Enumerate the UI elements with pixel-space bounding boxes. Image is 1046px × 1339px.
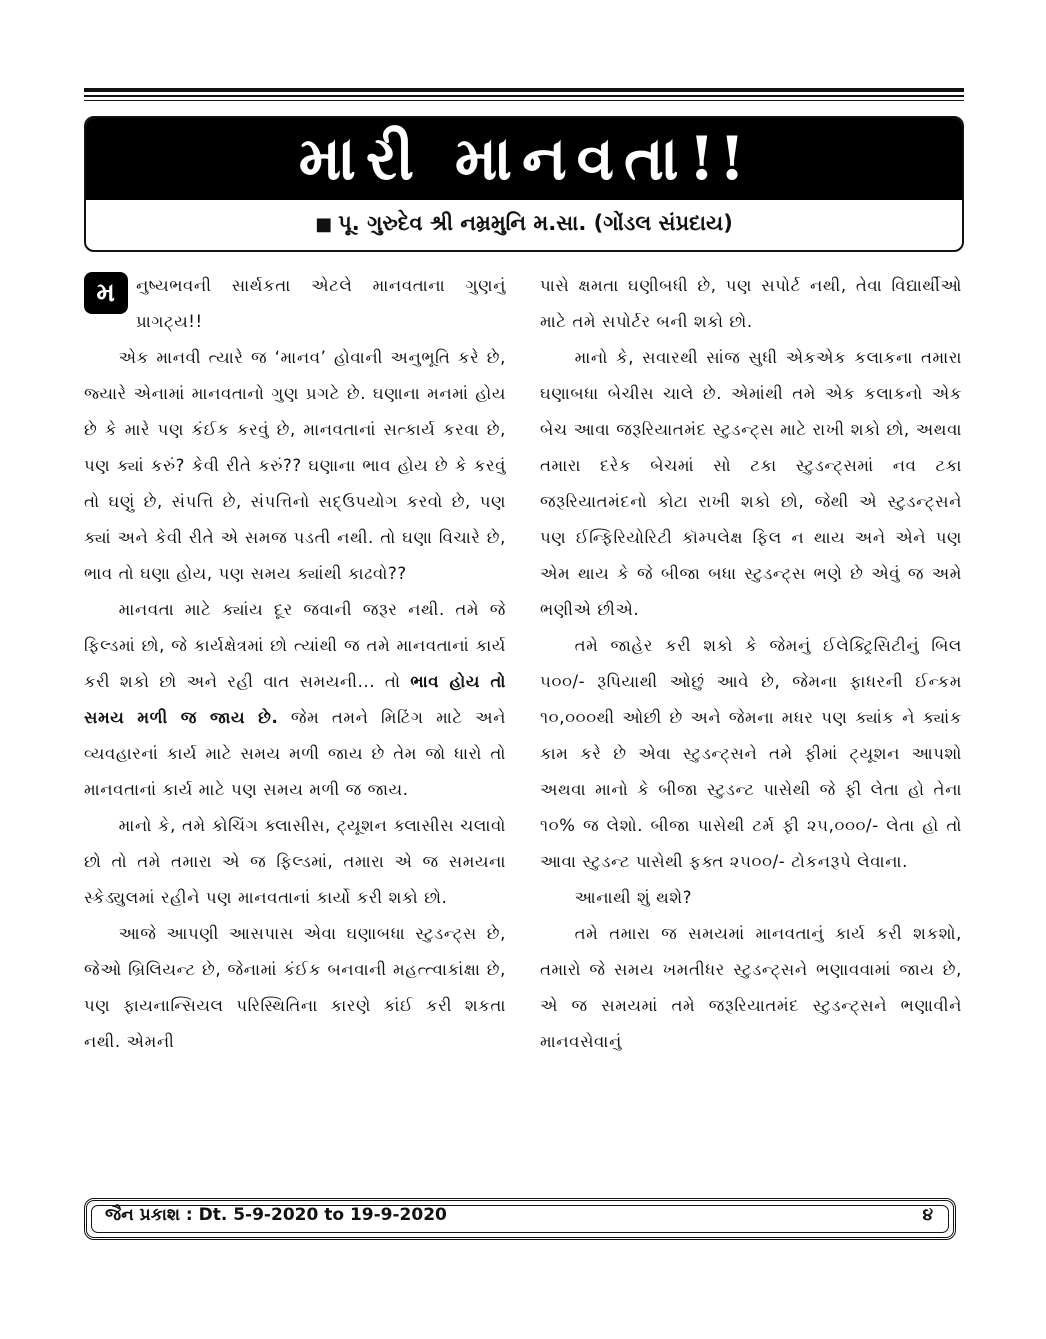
paragraph: માનો કે, સવારથી સાંજ સુધી એકએક કલાકના તમારા ઘણાબધા બેચીસ ચાલે છે. એમાંથી તમે એક કલાકનો એક બેચ આવા જરૂરિયાતમંદ સ્ટુડન્ટ્સ માટે રાખી શકો છો, અથવા તમારા દરેક બેચમાં સો ટકા સ્ટુડન્ટ્સમાં નવ ટકા જરૂરિયાતમંદનો કોટા રાખી શકો છો, જેથી એ સ્ટુડન્ટ્સને પણ ઈન્ફિરિયોરિટી કૉમ્પલેક્ષ ફિલ ન થાય અને એને પણ એમ થાય કે જે બીજા બધા સ્ટુડન્ટ્સ ભણે છે એવું જ અમે ભણીએ છીએ. bbox=[540, 348, 962, 619]
byline bbox=[86, 200, 962, 248]
black-square-icon: ■ bbox=[315, 214, 333, 235]
paragraph: એક માનવી ત્યારે જ ‘માનવ’ હોવાની અનુભૂતિ કરે છે, જ્યારે એનામાં માનવતાનો ગુણ પ્રગટે છે. ઘણાના મનમાં હોય છે કે મારે પણ કંઈક કરવું છે, માનવતાનાં સત્કાર્ય કરવા છે, પણ ક્યાં કરું? કેવી રીતે કરું?? ઘણાના ભાવ હોય છે કે કરવું તો ઘણું છે, સંપત્તિ છે, સંપત્તિનો સદ્ઉપયોગ કરવો છે, પણ ક્યાં અને કેવી રીતે એ સમજ પડતી નથી. તો ઘણા વિચારે છે, ભાવ તો ઘણા હોય, પણ સમય ક્યાંથી કાઢવો?? bbox=[84, 348, 506, 583]
paragraph: તમે તમારા જ સમયમાં માનવતાનું કાર્ય કરી શકશો, તમારો જે સમય ખમતીધર સ્ટુડન્ટ્સને ભણાવવામાં જાય છે, એ જ સમયમાં તમે જરૂરિયાતમંદ સ્ટુડન્ટ્સને ભણાવીને માનવસેવાનું bbox=[540, 924, 962, 1051]
title-band bbox=[86, 118, 962, 200]
drop-cap: મ bbox=[84, 272, 128, 314]
paragraph-text: નુષ્યભવની સાર્થકતા એટલે માનવતાના ગુણનું પ્રાગટ્ય!! bbox=[136, 276, 506, 331]
page-number: ૪ bbox=[922, 1205, 933, 1225]
paragraph-opening bbox=[84, 268, 506, 340]
title-exclamation: !! bbox=[688, 124, 750, 194]
paragraph-text: માનવતા માટે ક્યાંય દૂર જવાની જરૂર નથી. તમે જે ફિલ્ડમાં છો, જે કાર્યક્ષેત્રમાં છો ત્યાંથી જ તમે માનવતાનાં કાર્ય કરી શકો છો અને રહી વાત સમયની... તો bbox=[84, 600, 506, 691]
paragraph: આજે આપણી આસપાસ એવા ઘણાબધા સ્ટુડન્ટ્સ છે, જેઓ બ્રિલિયન્ટ છે, જેનામાં કંઈક બનવાની મહત્ત્વાકાંક્ષા છે, પણ ફાયનાન્સિયલ પરિસ્થિતિના કારણે કાંઈ કરી શકતા નથી. એમની bbox=[84, 924, 506, 1051]
top-rule-thick bbox=[84, 88, 964, 92]
top-rule-mid bbox=[84, 95, 964, 97]
publication-info: જૈન પ્રકાશ : Dt. 5-9-2020 to 19-9-2020 bbox=[105, 1205, 447, 1225]
paragraph-continued: પાસે ક્ષમતા ઘણીબધી છે, પણ સપોર્ટ નથી, તેવા વિદ્યાર્થીઓ માટે તમે સપોર્ટર બની શકો છો. bbox=[540, 276, 962, 331]
paragraph bbox=[84, 592, 506, 808]
paragraph-question: આનાથી શું થશે? bbox=[574, 888, 693, 907]
article-left-column bbox=[84, 268, 506, 1060]
page-title: મારી માનવતા bbox=[298, 124, 689, 194]
paragraph: માનો કે, તમે કોચિંગ ક્લાસીસ, ટ્યૂશન ક્લાસીસ ચલાવો છો તો તમે તમારા એ જ ફિલ્ડમાં, તમારા એ જ સમયના સ્કેડ્યુલમાં રહીને પણ માનવતાનાં કાર્યો કરી શકો છો. bbox=[84, 816, 506, 907]
paragraph-text: જેમ તમને મિટિંગ માટે અને વ્યવહારનાં કાર્ય માટે સમય મળી જાય છે તેમ જો ધારો તો માનવતાનાં કાર્ય માટે પણ સમય મળી જ જાય. bbox=[84, 708, 506, 799]
footer-box bbox=[84, 1198, 956, 1240]
article-right-column bbox=[540, 268, 962, 1060]
paragraph: તમે જાહેર કરી શકો કે જેમનું ઈલેક્ટ્રિસિટીનું બિલ ૫૦૦/- રૂપિયાથી ઓછું આવે છે, જેમના ફાધરની ઈન્કમ ૧૦,૦૦૦થી ઓછી છે અને જેમના મધર પણ ક્યાંક ને ક્યાંક કામ કરે છે એવા સ્ટુડન્ટ્સને તમે ફીમાં ટ્યૂશન આપશો અથવા માનો કે બીજા સ્ટુડન્ટ પાસેથી જે ફી લેતા હો તેના ૧૦% જ લેશો. બીજા પાસેથી ટર્મ ફી ૨૫,૦૦૦/- લેતા હો તો આવા સ્ટુડન્ટ પાસેથી ફક્ત ૨૫૦૦/- ટોકનરૂપે લેવાના. bbox=[540, 636, 962, 871]
emphasis-text: ભાવ હોય તો સમય મળી જ જાય છે. bbox=[84, 672, 506, 727]
top-rule-thin bbox=[84, 100, 964, 101]
title-box bbox=[84, 116, 964, 252]
author-name: પૂ. ગુરુદેવ શ્રી નમ્રમુનિ મ.સા. (ગોંડલ સંપ્રદાય) bbox=[338, 211, 733, 235]
